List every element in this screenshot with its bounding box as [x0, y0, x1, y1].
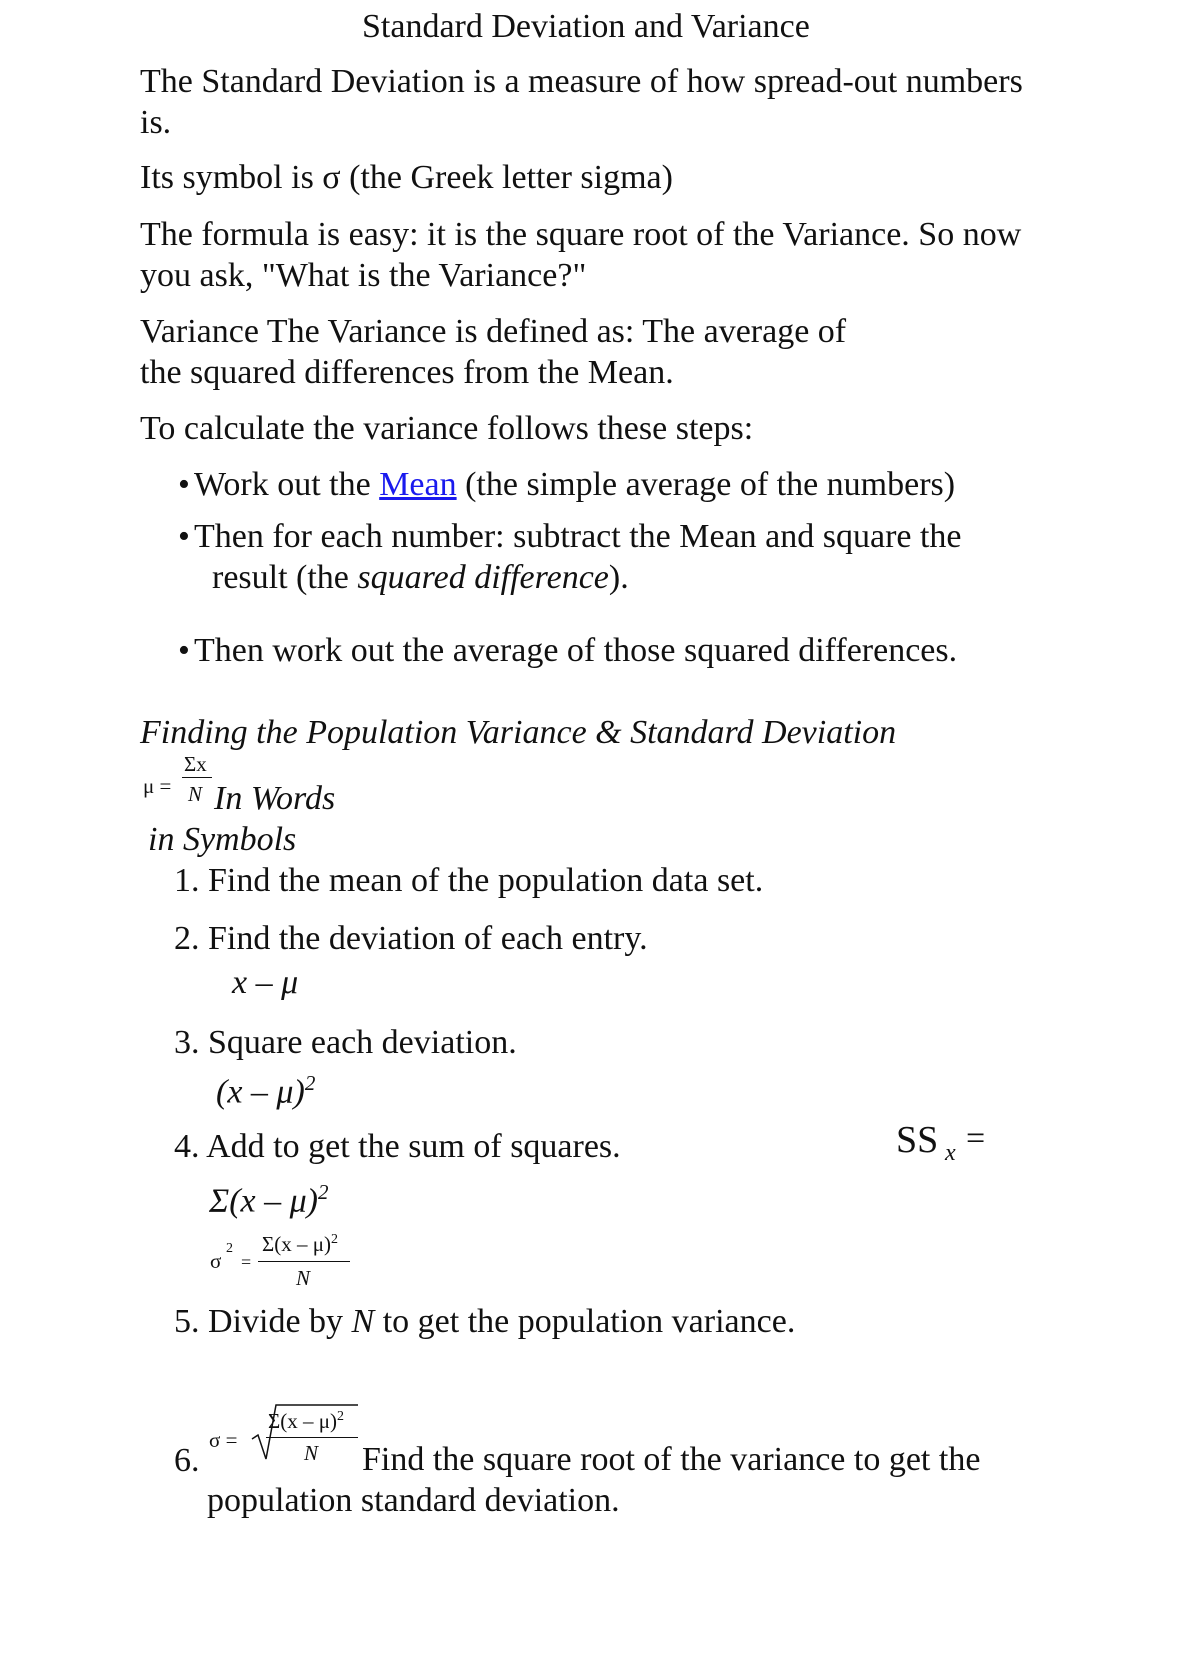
ss-subscript: x: [945, 1140, 956, 1166]
page-title: Standard Deviation and Variance: [362, 8, 810, 45]
step-4-formula: [209, 1172, 329, 1221]
bullet-text: ).: [608, 559, 629, 596]
bullet-text: (the simple average of the numbers): [456, 466, 956, 503]
exponent: 2: [330, 1232, 338, 1247]
bullet-item-subtract-cont: [212, 557, 629, 598]
step-emphasis: N: [351, 1303, 375, 1340]
bullet-text: Work out the: [194, 466, 380, 503]
bullet-text: result (the: [212, 559, 358, 596]
formula-text: Σ(x – μ): [268, 1409, 337, 1433]
formula-text: (x – μ): [216, 1073, 305, 1111]
sd-numerator: [268, 1409, 344, 1434]
bullet-marker: •: [178, 466, 190, 503]
step-4: 4. Add to get the sum of squares.: [174, 1128, 621, 1165]
step-6-cont: population standard deviation.: [207, 1482, 620, 1519]
variance-denominator: N: [296, 1266, 311, 1290]
mean-link[interactable]: Mean: [379, 466, 457, 503]
intro-paragraph-line: The Standard Deviation is a measure of how spread-out numbers: [140, 63, 1023, 100]
variance-sigma: σ: [210, 1249, 222, 1273]
bullet-marker: •: [178, 632, 190, 669]
bullet-item-subtract: Then for each number: subtract the Mean and square the: [194, 518, 962, 555]
bullet-marker: •: [178, 518, 190, 555]
step-3-formula: [216, 1063, 315, 1112]
bullet-item-average: Then work out the average of those squared differences.: [194, 632, 958, 669]
mu-denominator: N: [188, 782, 203, 806]
exponent: 2: [304, 1071, 316, 1095]
step-text: to get the population variance.: [374, 1303, 796, 1340]
variance-definition-line: the squared differences from the Mean.: [140, 354, 674, 391]
exponent: 2: [336, 1409, 344, 1424]
variance-numerator: [262, 1232, 338, 1257]
in-symbols-label: in Symbols: [148, 821, 297, 858]
variance-definition-line: Variance The Variance is defined as: The average of: [140, 313, 847, 350]
ss-label: SS: [896, 1119, 939, 1161]
step-2: 2. Find the deviation of each entry.: [174, 920, 648, 957]
intro-paragraph-line: is.: [140, 104, 172, 141]
steps-intro: To calculate the variance follows these steps:: [140, 410, 754, 447]
ss-equals: =: [966, 1120, 986, 1157]
bullet-item-mean: [194, 464, 955, 505]
variance-fraction-bar: [258, 1261, 350, 1262]
step-1: 1. Find the mean of the population data set.: [174, 862, 764, 899]
step-2-formula: x – μ: [232, 964, 299, 1001]
bullet-emphasis: squared difference: [357, 559, 609, 596]
sd-fraction-bar: [266, 1437, 358, 1438]
formula-paragraph-line: you ask, "What is the Variance?": [140, 257, 587, 294]
exponent: 2: [318, 1180, 329, 1204]
symbol-paragraph: Its symbol is σ (the Greek letter sigma): [140, 159, 673, 196]
sd-lhs: σ =: [209, 1428, 238, 1452]
in-words-label: In Words: [214, 780, 336, 817]
mu-fraction-bar: [182, 777, 212, 778]
sd-denominator: N: [304, 1441, 319, 1465]
step-text: 5. Divide by: [174, 1303, 352, 1340]
section-heading: Finding the Population Variance & Standard Deviation: [140, 714, 897, 751]
variance-exponent: 2: [226, 1241, 233, 1256]
mu-lhs: μ =: [143, 774, 172, 798]
step-5: [174, 1301, 795, 1342]
formula-text: Σ(x – μ): [262, 1232, 331, 1256]
formula-text: Σ(x – μ): [209, 1182, 319, 1220]
step-6: Find the square root of the variance to get the: [362, 1441, 981, 1478]
formula-paragraph-line: The formula is easy: it is the square root of the Variance. So now: [140, 216, 1022, 253]
variance-equals: =: [241, 1252, 252, 1272]
step-3: 3. Square each deviation.: [174, 1024, 517, 1061]
step-6-number: 6.: [174, 1442, 200, 1479]
mu-numerator: Σx: [184, 752, 207, 776]
